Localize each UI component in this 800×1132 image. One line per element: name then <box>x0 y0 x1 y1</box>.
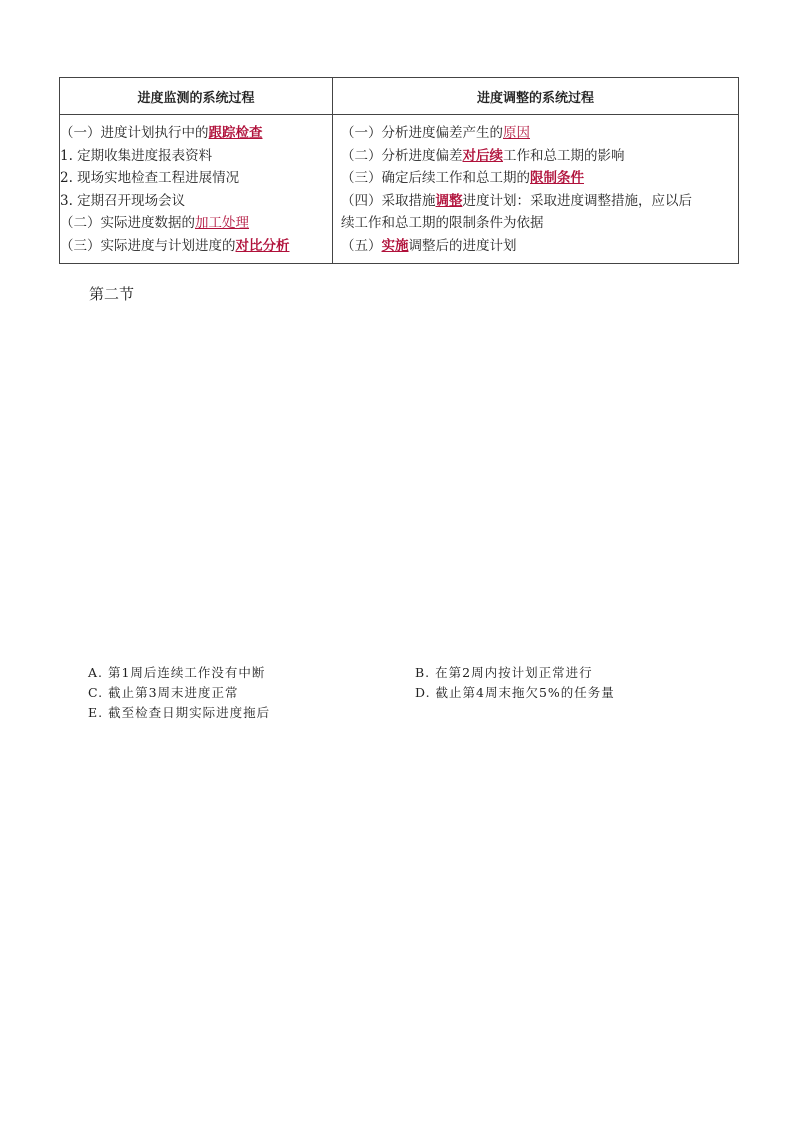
list-item: 3. 定期召开现场会议 <box>60 192 186 209</box>
adjustment-steps-cell <box>333 115 739 264</box>
header-adjustment-process: 进度调整的系统过程 <box>333 78 739 115</box>
keyword-link: 加工处理 <box>195 215 249 231</box>
list-item: （一）进度计划执行中的跟踪检查 <box>60 125 263 141</box>
keyword-link: 限制条件 <box>530 170 584 186</box>
list-item: （三）实际进度与计划进度的对比分析 <box>60 237 290 254</box>
monitoring-steps-cell <box>60 115 333 264</box>
keyword-link: 对后续 <box>462 147 503 164</box>
list-item: （五）实施调整后的进度计划 <box>341 237 517 254</box>
keyword-link: 跟踪检查 <box>208 125 263 141</box>
list-item: （四）采取措施调整进度计划：采取进度调整措施，应以后 <box>341 192 692 209</box>
option-d[interactable]: D. 截止第4周末拖欠5%的任务量 <box>415 685 615 700</box>
section-title: 第二节 <box>89 285 135 303</box>
option-c[interactable]: C. 截止第3周末进度正常 <box>88 685 239 700</box>
table-body-row <box>60 115 739 264</box>
keyword-link: 调整 <box>435 192 463 209</box>
option-e[interactable]: E. 截至检查日期实际进度拖后 <box>88 705 271 720</box>
list-item: （二）分析进度偏差对后续工作和总工期的影响 <box>341 147 625 164</box>
header-monitoring-process: 进度监测的系统过程 <box>60 78 333 115</box>
list-item: （三）确定后续工作和总工期的限制条件 <box>341 170 584 186</box>
list-item: 1. 定期收集进度报表资料 <box>60 147 213 164</box>
option-b[interactable]: B. 在第2周内按计划正常进行 <box>415 665 593 680</box>
keyword-link: 原因 <box>503 125 530 141</box>
list-item: 续工作和总工期的限制条件为依据 <box>341 215 544 231</box>
keyword-link: 对比分析 <box>235 237 290 254</box>
process-comparison-table <box>59 77 739 264</box>
list-item: 2. 现场实地检查工程进展情况 <box>60 170 240 186</box>
table-header-row <box>60 78 739 115</box>
list-item: （一）分析进度偏差产生的原因 <box>341 125 530 141</box>
keyword-link: 实施 <box>381 237 409 254</box>
list-item: （二）实际进度数据的加工处理 <box>60 215 249 231</box>
option-a[interactable]: A. 第1周后连续工作没有中断 <box>88 665 266 680</box>
